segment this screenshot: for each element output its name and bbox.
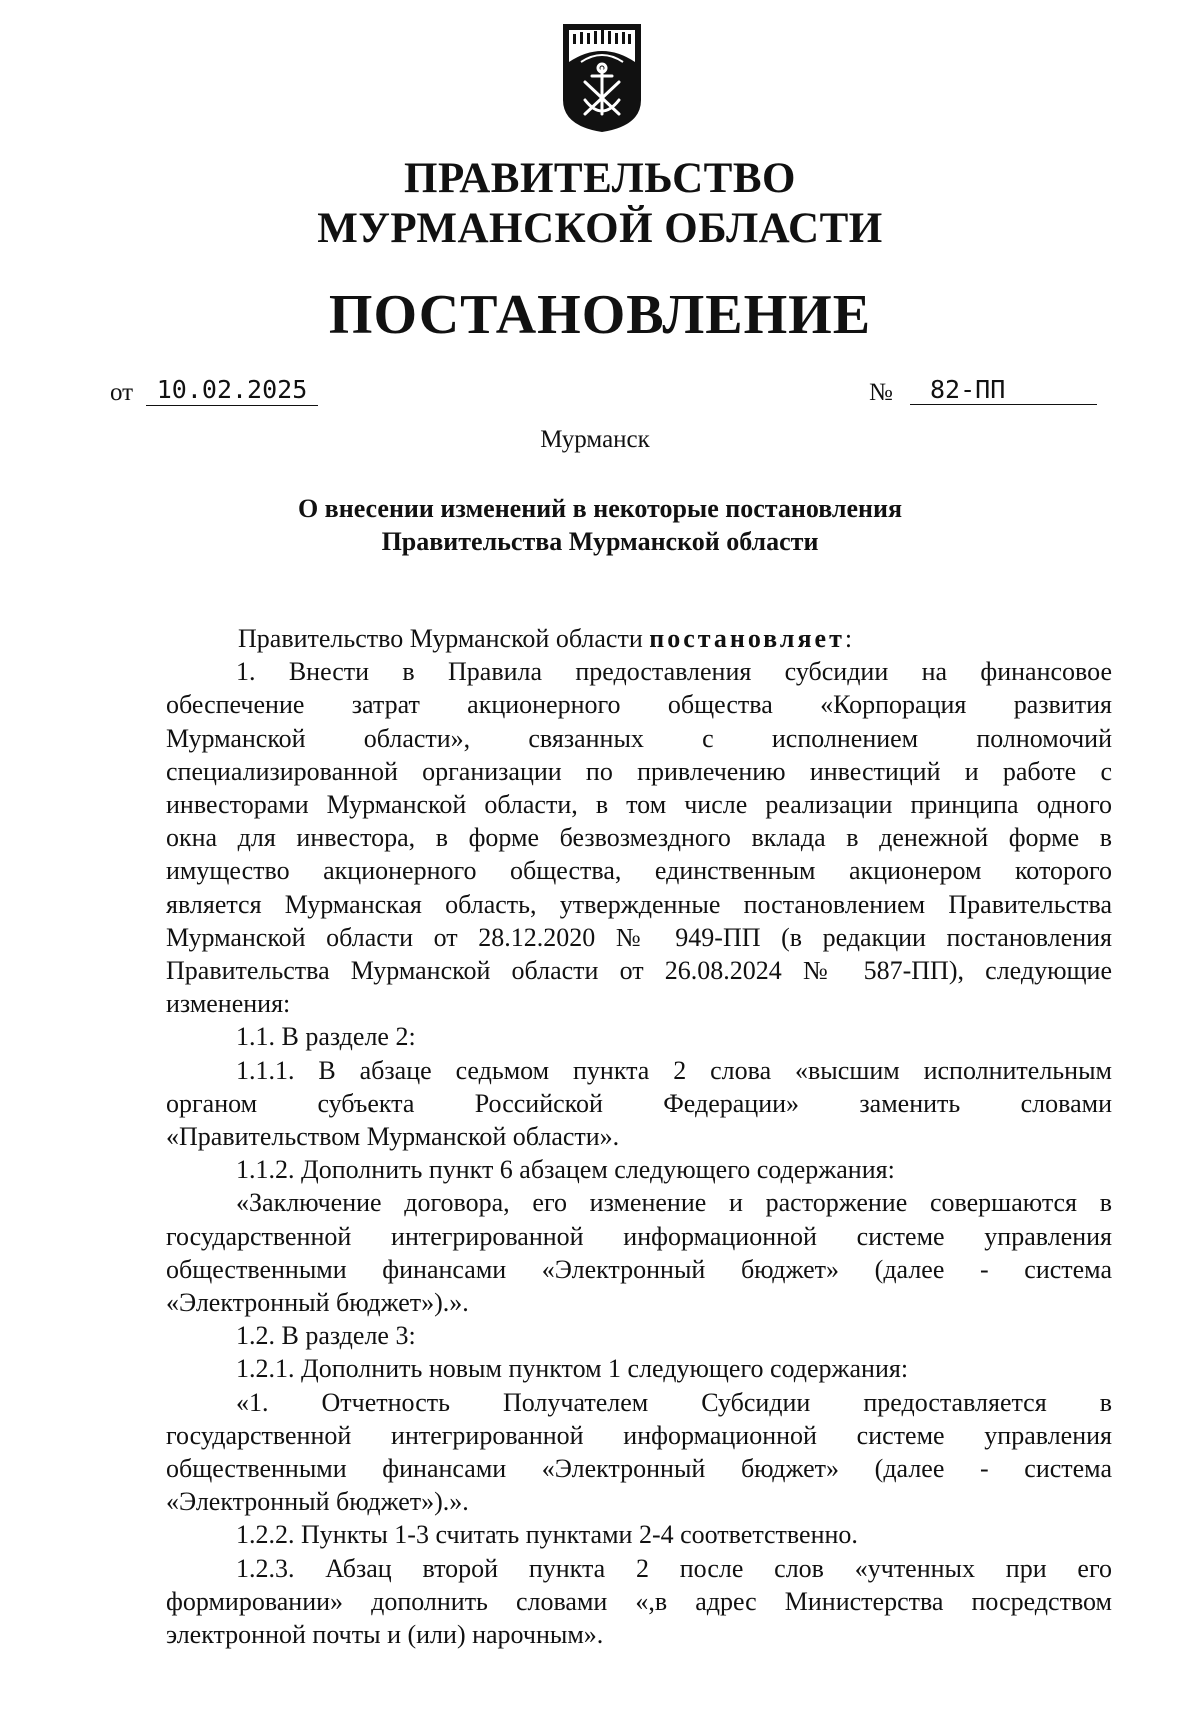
- intro-colon: :: [844, 624, 853, 653]
- body-line: окна для инвестора, в форме безвозмездного вклада в денежной форме в: [166, 823, 1112, 853]
- document-date: 10.02.2025: [146, 375, 318, 406]
- body-line: 1. Внести в Правила предоставления субсидии на финансовое: [236, 657, 1112, 687]
- body-line: формировании» дополнить словами «,в адрес Министерства посредством: [166, 1586, 1112, 1616]
- body-line: изменения:: [166, 989, 291, 1019]
- body-line: 1.1. В разделе 2:: [236, 1022, 416, 1052]
- org-name-line-2: МУРМАНСКОЙ ОБЛАСТИ: [317, 205, 883, 252]
- city-line: [0, 425, 1200, 455]
- date-label: от: [110, 379, 134, 406]
- org-name-line-1: ПРАВИТЕЛЬСТВО: [404, 155, 796, 202]
- body-line: «Электронный бюджет»).».: [166, 1288, 469, 1318]
- body-line: электронной почты и (или) нарочным».: [166, 1620, 604, 1650]
- coat-of-arms-emblem: [561, 22, 643, 134]
- subject-line-2: Правительства Мурманской области: [381, 527, 819, 556]
- body-line: 1.1.2. Дополнить пункт 6 абзацем следующего содержания:: [236, 1155, 895, 1185]
- body-line: специализированной организации по привлечению инвестиций и работе с: [166, 756, 1112, 786]
- body-line: 1.2.3. Абзац второй пункта 2 после слов «учтенных при его: [236, 1553, 1112, 1583]
- body-line: государственной интегрированной информационной системе управления: [166, 1420, 1112, 1450]
- coat-of-arms-icon: [561, 22, 643, 134]
- body-line: государственной интегрированной информационной системе управления: [166, 1221, 1112, 1251]
- body-line: является Мурманская область, утвержденные постановлением Правительства: [166, 889, 1112, 919]
- body-line: «Правительством Мурманской области».: [166, 1122, 620, 1152]
- body-line: общественными финансами «Электронный бюджет» (далее - система: [166, 1254, 1112, 1284]
- body-line: 1.1.1. В абзаце седьмом пункта 2 слова «высшим исполнительным: [236, 1055, 1112, 1085]
- body-line: «Электронный бюджет»).».: [166, 1487, 469, 1517]
- document-body: [166, 622, 1112, 1651]
- body-line: Мурманской области от 28.12.2020 № 949-ПП (в редакции постановления: [166, 922, 1112, 952]
- document-subject: [0, 492, 1200, 558]
- body-line: 1.2.2. Пункты 1-3 считать пунктами 2-4 соответственно.: [236, 1520, 858, 1550]
- date-number-row: [110, 375, 1100, 415]
- city-name: Мурманск: [540, 426, 650, 453]
- intro-verb: постановляет: [649, 624, 845, 653]
- body-line: имущество акционерного общества, единственным акционером которого: [166, 856, 1112, 886]
- body-line: Мурманской области», связанных с исполнением полномочий: [166, 723, 1112, 753]
- body-line: «Заключение договора, его изменение и расторжение совершаются в: [236, 1188, 1112, 1218]
- body-line: 1.2. В разделе 3:: [236, 1321, 416, 1351]
- body-line: Правительства Мурманской области от 26.08.2024 № 587-ПП), следующие: [166, 956, 1112, 986]
- body-line: общественными финансами «Электронный бюджет» (далее - система: [166, 1454, 1112, 1484]
- document-type-title: ПОСТАНОВЛЕНИЕ: [328, 284, 872, 346]
- number-label: №: [869, 379, 893, 406]
- body-line: инвесторами Мурманской области, в том числе реализации принципа одного: [166, 790, 1112, 820]
- body-line: 1.2.1. Дополнить новым пунктом 1 следующего содержания:: [236, 1354, 909, 1384]
- document-number: 82-ПП: [910, 375, 1097, 405]
- subject-line-1: О внесении изменений в некоторые постановления: [297, 494, 903, 523]
- body-line: обеспечение затрат акционерного общества «Корпорация развития: [166, 690, 1112, 720]
- body-line: органом субъекта Российской Федерации» заменить словами: [166, 1088, 1112, 1118]
- body-line: «1. Отчетность Получателем Субсидии предоставляется в: [236, 1387, 1112, 1417]
- intro-text: Правительство Мурманской области: [238, 624, 643, 653]
- intro-line: [166, 622, 1112, 655]
